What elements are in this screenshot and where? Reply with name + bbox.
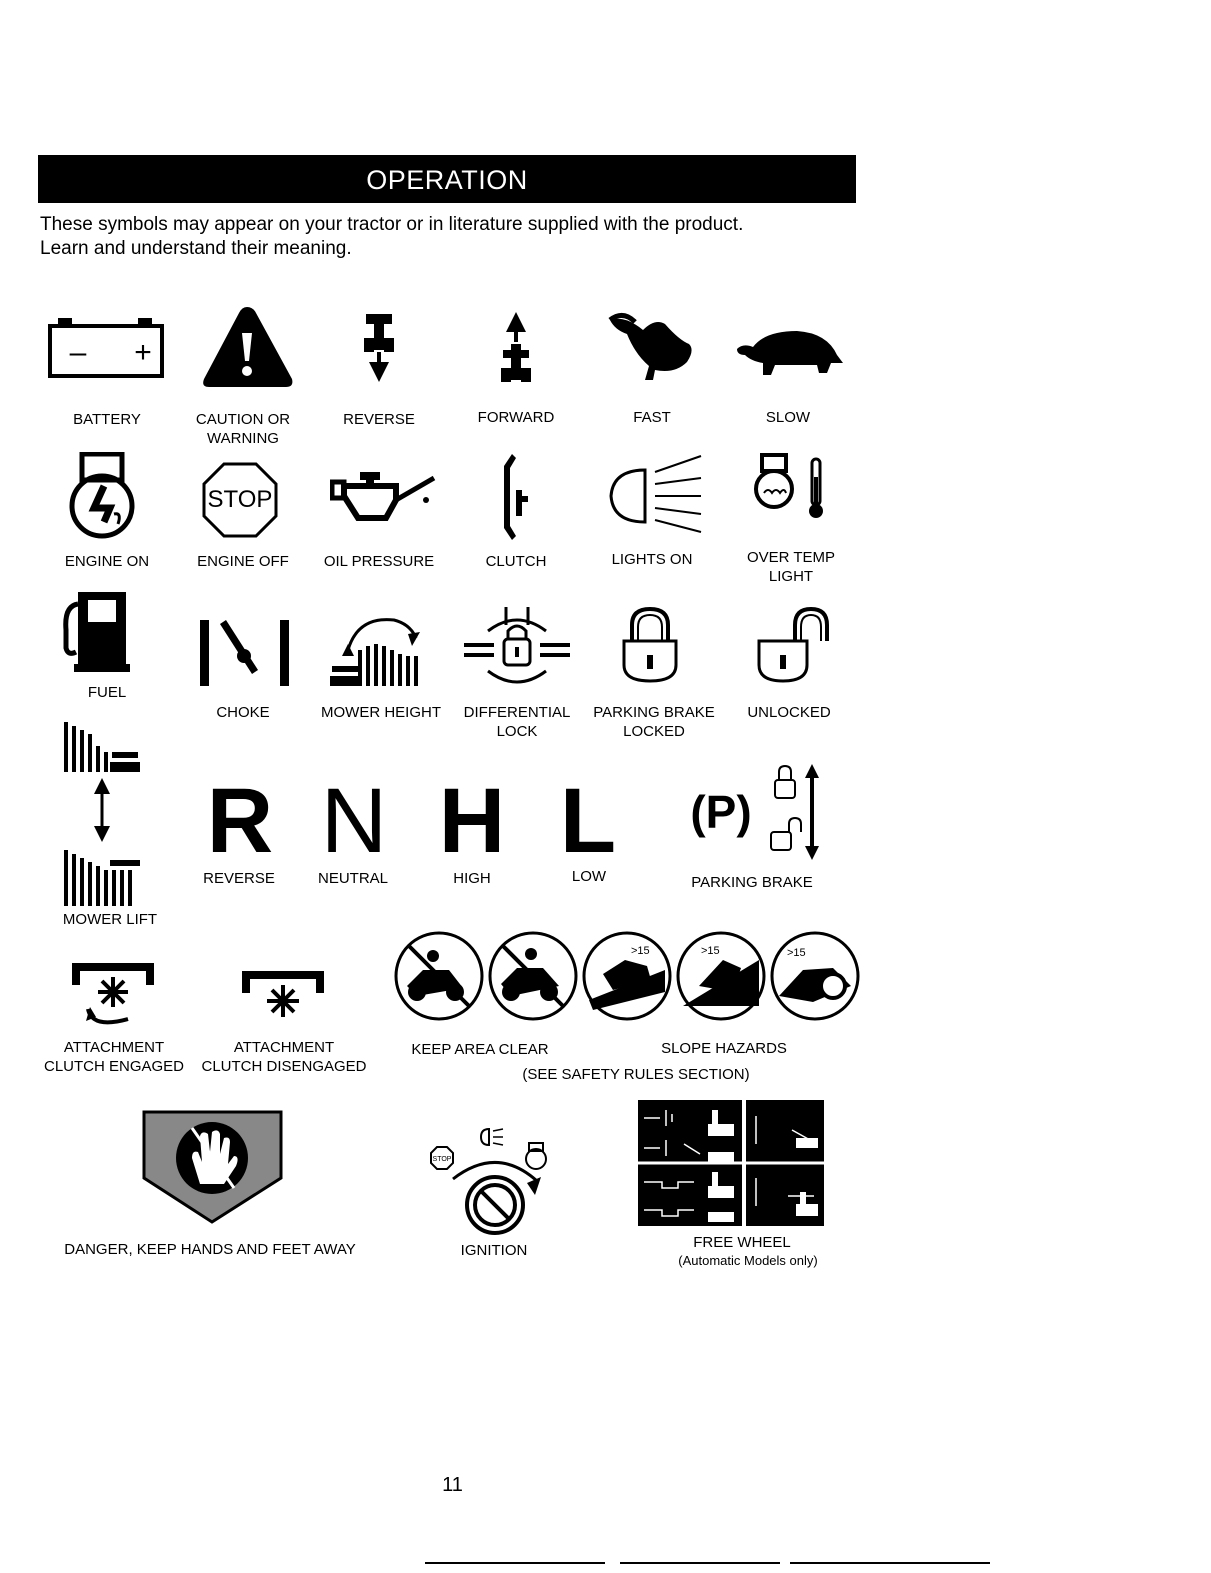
- engine-temp-icon: [752, 453, 832, 523]
- slope-15-glyph-2: >15: [701, 945, 720, 957]
- label-free-wheel-note: (Automatic Models only): [678, 1253, 818, 1268]
- keep-clear-icon-2: [490, 933, 576, 1019]
- label-battery: BATTERY: [73, 411, 141, 428]
- label-forward: FORWARD: [477, 409, 555, 426]
- choke-icon: [198, 618, 293, 688]
- stop-glyph: STOP: [207, 486, 273, 513]
- scan-line-1: [425, 1562, 605, 1564]
- label-engine-off: ENGINE OFF: [197, 553, 289, 570]
- differential-lock-icon: [462, 605, 572, 695]
- gear-r-letter: R: [206, 770, 274, 872]
- forward-tractor-icon: [497, 310, 537, 385]
- mower-height-icon: [328, 610, 428, 690]
- label-att-engaged: ATTACHMENT CLUTCH ENGAGED: [43, 1039, 185, 1075]
- label-parking-brake: PARKING BRAKE: [691, 874, 813, 891]
- slope-15-glyph-1: >15: [631, 945, 650, 957]
- label-choke: CHOKE: [216, 704, 270, 721]
- label-diff-lock: DIFFERENTIAL LOCK: [463, 704, 571, 740]
- label-gear-reverse: REVERSE: [203, 870, 275, 887]
- caution-triangle-icon: [200, 305, 295, 390]
- slope-hazard-icon-1: [584, 933, 670, 1019]
- label-mower-lift: MOWER LIFT: [62, 911, 158, 928]
- battery-icon: [48, 318, 168, 380]
- label-fast: FAST: [633, 409, 671, 426]
- slope-hazard-icon-3: [772, 933, 858, 1019]
- padlock-unlocked-icon: [755, 605, 835, 685]
- label-gear-high: HIGH: [453, 870, 491, 887]
- fuel-pump-icon: [60, 590, 135, 675]
- battery-minus-glyph: –: [69, 336, 87, 369]
- padlock-locked-icon: [620, 605, 680, 685]
- free-wheel-panel-icon: [638, 1100, 824, 1226]
- label-free-wheel: FREE WHEEL: [693, 1234, 791, 1251]
- clutch-pedal-icon: [496, 452, 536, 542]
- stop-small-glyph: STOP: [432, 1156, 452, 1163]
- headlight-icon: [605, 450, 705, 540]
- stop-sign-icon: [202, 462, 278, 538]
- gear-l-letter: L: [559, 770, 617, 872]
- label-see-safety: (SEE SAFETY RULES SECTION): [522, 1066, 750, 1083]
- label-mower-height: MOWER HEIGHT: [321, 704, 441, 721]
- gear-h-letter: H: [438, 770, 506, 872]
- label-oil-pressure: OIL PRESSURE: [323, 553, 435, 570]
- label-gear-neutral: NEUTRAL: [317, 870, 388, 887]
- danger-hands-icon: [140, 1108, 285, 1226]
- label-caution: CAUTION OR WARNING: [195, 411, 291, 447]
- attachment-engaged-icon: [68, 955, 158, 1037]
- label-att-disengaged: ATTACHMENT CLUTCH DISENGAGED: [201, 1039, 367, 1075]
- intro-text: [40, 213, 743, 261]
- label-reverse: REVERSE: [343, 411, 415, 428]
- page-number: 11: [442, 1474, 463, 1496]
- label-ignition: IGNITION: [460, 1242, 528, 1259]
- battery-plus-glyph: +: [134, 336, 152, 369]
- mower-lift-icon: [60, 720, 145, 910]
- attachment-disengaged-icon: [238, 963, 328, 1028]
- label-slope-hazards: SLOPE HAZARDS: [661, 1040, 787, 1057]
- ignition-icon: [425, 1125, 565, 1237]
- label-unlocked: UNLOCKED: [747, 704, 831, 721]
- label-danger-hands: DANGER, KEEP HANDS AND FEET AWAY: [64, 1241, 356, 1258]
- section-header: OPERATION: [38, 155, 856, 203]
- scan-line-3: [790, 1562, 990, 1564]
- slope-15-glyph-3: >15: [787, 947, 806, 959]
- rabbit-fast-icon: [605, 310, 700, 385]
- scan-line-2: [620, 1562, 780, 1564]
- turtle-slow-icon: [735, 325, 845, 380]
- label-over-temp: OVER TEMP LIGHT: [746, 549, 836, 585]
- gear-n-letter: N: [320, 770, 388, 872]
- intro-line-1: These symbols may appear on your tractor or in literature supplied with the product.: [40, 214, 744, 235]
- intro-line-2: Learn and understand their meaning.: [40, 238, 352, 259]
- engine-on-icon: [60, 452, 145, 540]
- oil-can-icon: [330, 470, 440, 525]
- label-keep-area-clear: KEEP AREA CLEAR: [411, 1041, 549, 1058]
- label-gear-low: LOW: [571, 868, 607, 885]
- keep-clear-icon-1: [396, 933, 482, 1019]
- parking-brake-icon: [685, 762, 830, 862]
- label-park-locked: PARKING BRAKE LOCKED: [593, 704, 715, 740]
- label-clutch: CLUTCH: [485, 553, 547, 570]
- slope-hazard-icon-2: [678, 933, 764, 1019]
- reverse-tractor-icon: [360, 310, 400, 385]
- label-engine-on: ENGINE ON: [64, 553, 150, 570]
- label-slow: SLOW: [765, 409, 811, 426]
- keep-clear-slope-icons: [393, 930, 863, 1022]
- parking-p-glyph: (P): [690, 786, 752, 838]
- label-lights-on: LIGHTS ON: [611, 551, 693, 568]
- label-fuel: FUEL: [87, 684, 127, 701]
